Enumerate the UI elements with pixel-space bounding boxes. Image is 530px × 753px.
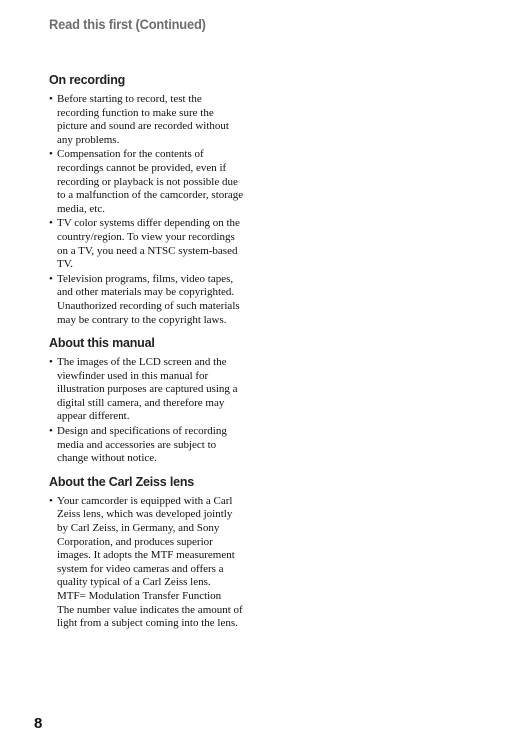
bullet-mark: • [49, 148, 53, 161]
section-about-carl-zeiss-lens [49, 474, 259, 631]
text-line: picture and sound are recorded without [57, 120, 229, 133]
text-line: any problems. [57, 133, 120, 146]
text-line: TV color systems differ depending on the [57, 217, 240, 230]
text-line: media and accessories are subject to [57, 438, 217, 451]
text-line: Corporation, and produces superior [57, 535, 213, 548]
bullet-list [49, 356, 259, 466]
bullet-mark: • [49, 272, 53, 285]
bullet-list [49, 93, 259, 327]
text-line: recordings cannot be provided, even if [57, 161, 227, 174]
text-line: The number value indicates the amount of [57, 603, 243, 616]
bullet-item [49, 217, 259, 271]
text-line: country/region. To view your recordings [57, 230, 235, 243]
text-line: The images of the LCD screen and the [57, 356, 227, 369]
text-line: appear different. [57, 410, 130, 423]
bullet-mark: • [49, 217, 53, 230]
section-heading: About the Carl Zeiss lens [49, 474, 195, 489]
text-line: recording function to make sure the [57, 106, 214, 119]
text-line: MTF= Modulation Transfer Function [57, 590, 222, 602]
content-column [49, 72, 259, 639]
bullet-item [49, 495, 259, 631]
text-line: TV. [57, 258, 73, 271]
text-line: by Carl Zeiss, in Germany, and Sony [57, 522, 220, 535]
text-line: Before starting to record, test the [57, 93, 202, 105]
text-line: system for video cameras and offers a [57, 562, 224, 575]
text-line: Zeiss lens, which was developed jointly [57, 508, 233, 521]
bullet-item [49, 425, 259, 466]
text-line: images. It adopts the MTF measurement [57, 549, 235, 562]
text-line: to a malfunction of the camcorder, storage [57, 189, 244, 202]
bullet-mark: • [49, 93, 53, 105]
bullet-item [49, 356, 259, 424]
text-line: Compensation for the contents of [57, 148, 204, 161]
text-line: Television programs, films, video tapes, [57, 272, 234, 285]
text-line: Design and specifications of recording [57, 425, 227, 438]
text-line: Unauthorized recording of such materials [57, 299, 240, 312]
bullet-item [49, 148, 259, 216]
bullet-item [49, 273, 259, 327]
bullet-mark: • [49, 425, 53, 438]
text-line: and other materials may be copyrighted. [57, 286, 235, 299]
section-heading: About this manual [49, 336, 155, 351]
bullet-mark: • [49, 356, 53, 369]
running-head-title: Read this first (Continued) [49, 16, 206, 32]
bullet-mark: • [49, 494, 53, 507]
text-line: change without notice. [57, 452, 157, 465]
text-line: digital still camera, and therefore may [57, 396, 225, 409]
page-number: 8 [34, 715, 43, 732]
section-on-recording [49, 72, 259, 327]
text-line: on a TV, you need a NTSC system-based [57, 244, 238, 257]
text-line: media, etc. [57, 202, 105, 215]
text-line: recording or playback is not possible due [57, 175, 238, 188]
bullet-list [49, 495, 259, 631]
text-line: viewfinder used in this manual for [57, 369, 209, 382]
text-line: Your camcorder is equipped with a Carl [57, 494, 233, 507]
section-heading: On recording [49, 73, 126, 87]
text-line: light from a subject coming into the lens. [57, 617, 238, 630]
text-line: quality typical of a Carl Zeiss lens. [57, 576, 211, 589]
text-line: illustration purposes are captured using a [57, 383, 238, 396]
bullet-item [49, 93, 259, 147]
text-line: may be contrary to the copyright laws. [57, 313, 227, 326]
section-about-this-manual [49, 335, 259, 466]
